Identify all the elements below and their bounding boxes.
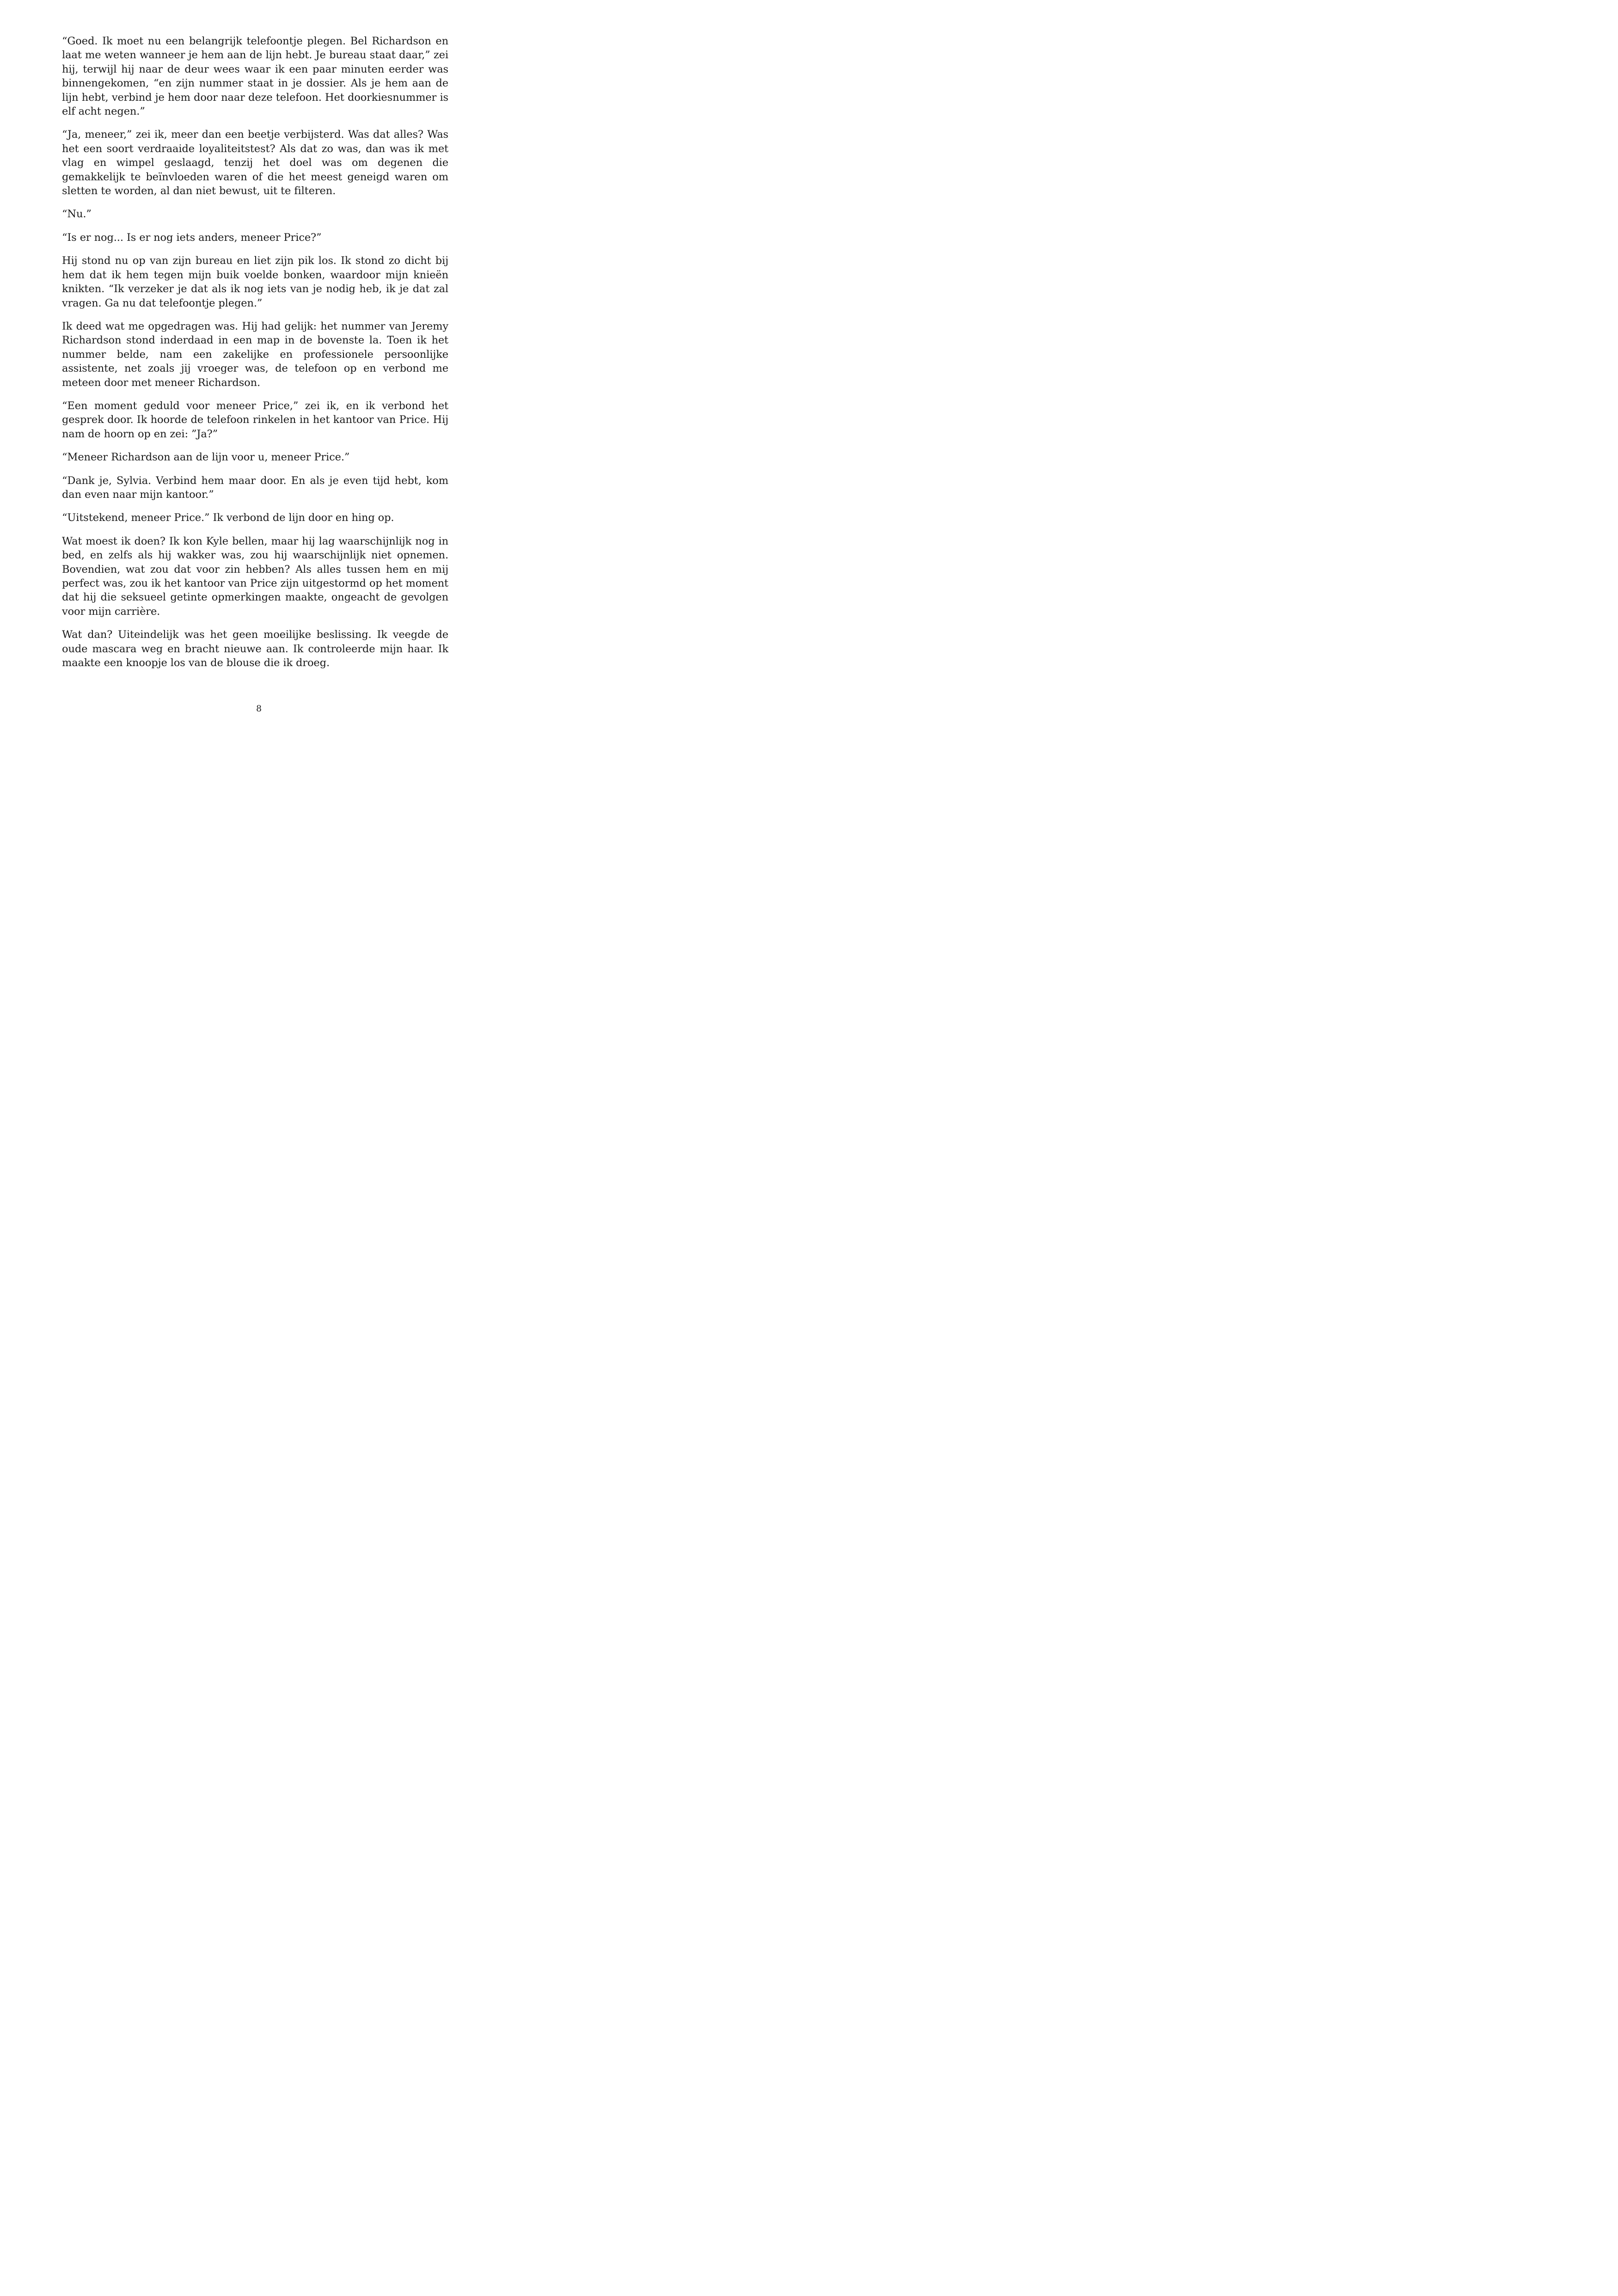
page-number: 8 <box>256 704 262 714</box>
paragraph: Wat dan? Uiteindelijk was het geen moeilijke beslissing. Ik veegde de oude mascara weg en bracht nieuwe aan. Ik controleerde mijn haar. Ik maakte een knoopje los van de blouse die ik droeg. <box>62 629 448 669</box>
paragraph: Wat moest ik doen? Ik kon Kyle bellen, maar hij lag waarschijnlijk nog in bed, en zelfs als hij wakker was, zou hij waarschijnlijk niet opnemen. Bovendien, wat zou dat voor zin hebben? Als alles tussen hem en mij perfect was, zou ik het kantoor van Price zijn uitgestormd op het moment dat hij die seksueel getinte opmerkingen maakte, ongeacht de gevolgen voor mijn carrière. <box>62 535 448 618</box>
paragraph: “Een moment geduld voor meneer Price,” zei ik, en ik verbond het gesprek door. Ik hoorde de telefoon rinkelen in het kantoor van Price. Hij nam de hoorn op en zei: ”Ja?” <box>62 399 448 440</box>
paragraph: “Is er nog... Is er nog iets anders, meneer Price?” <box>62 231 322 244</box>
paragraph: Ik deed wat me opgedragen was. Hij had gelijk: het nummer van Jeremy Richardson stond inderdaad in een map in de bovenste la. Toen ik het nummer belde, nam een zakelijke en professionele persoonlijke assistente, net zoals jij vroeger was, de telefoon op en verbond me meteen door met meneer Richardson. <box>62 320 448 389</box>
paragraph: “Uitstekend, meneer Price.” Ik verbond de lijn door en hing op. <box>62 512 394 524</box>
paragraph: “Dank je, Sylvia. Verbind hem maar door. En als je even tijd hebt, kom dan even naar mijn kantoor.” <box>62 474 448 501</box>
paragraph: “Nu.” <box>62 208 92 220</box>
paragraph: “Meneer Richardson aan de lijn voor u, meneer Price.” <box>62 451 350 464</box>
page-body <box>62 34 448 679</box>
paragraph: “Ja, meneer,” zei ik, meer dan een beetje verbijsterd. Was dat alles? Was het een soort verdraaide loyaliteitstest? Als dat zo was, dan was ik met vlag en wimpel geslaagd, tenzij het doel was om degenen die gemakkelijk te beïnvloeden waren of die het meest geneigd waren om sletten te worden, al dan niet bewust, uit te filteren. <box>62 129 448 197</box>
paragraph: Hij stond nu op van zijn bureau en liet zijn pik los. Ik stond zo dicht bij hem dat ik hem tegen mijn buik voelde bonken, waardoor mijn knieën knikten. “Ik verzeker je dat als ik nog iets van je nodig heb, ik je dat zal vragen. Ga nu dat telefoontje plegen.” <box>62 255 448 309</box>
paragraph: “Goed. Ik moet nu een belangrijk telefoontje plegen. Bel Richardson en laat me weten wanneer je hem aan de lijn hebt. Je bureau staat daar,” zei hij, terwijl hij naar de deur wees waar ik een paar minuten eerder was binnengekomen, “en zijn nummer staat in je dossier. Als je hem aan de lijn hebt, verbind je hem door naar deze telefoon. Het doorkiesnummer is elf acht negen.” <box>62 35 448 118</box>
